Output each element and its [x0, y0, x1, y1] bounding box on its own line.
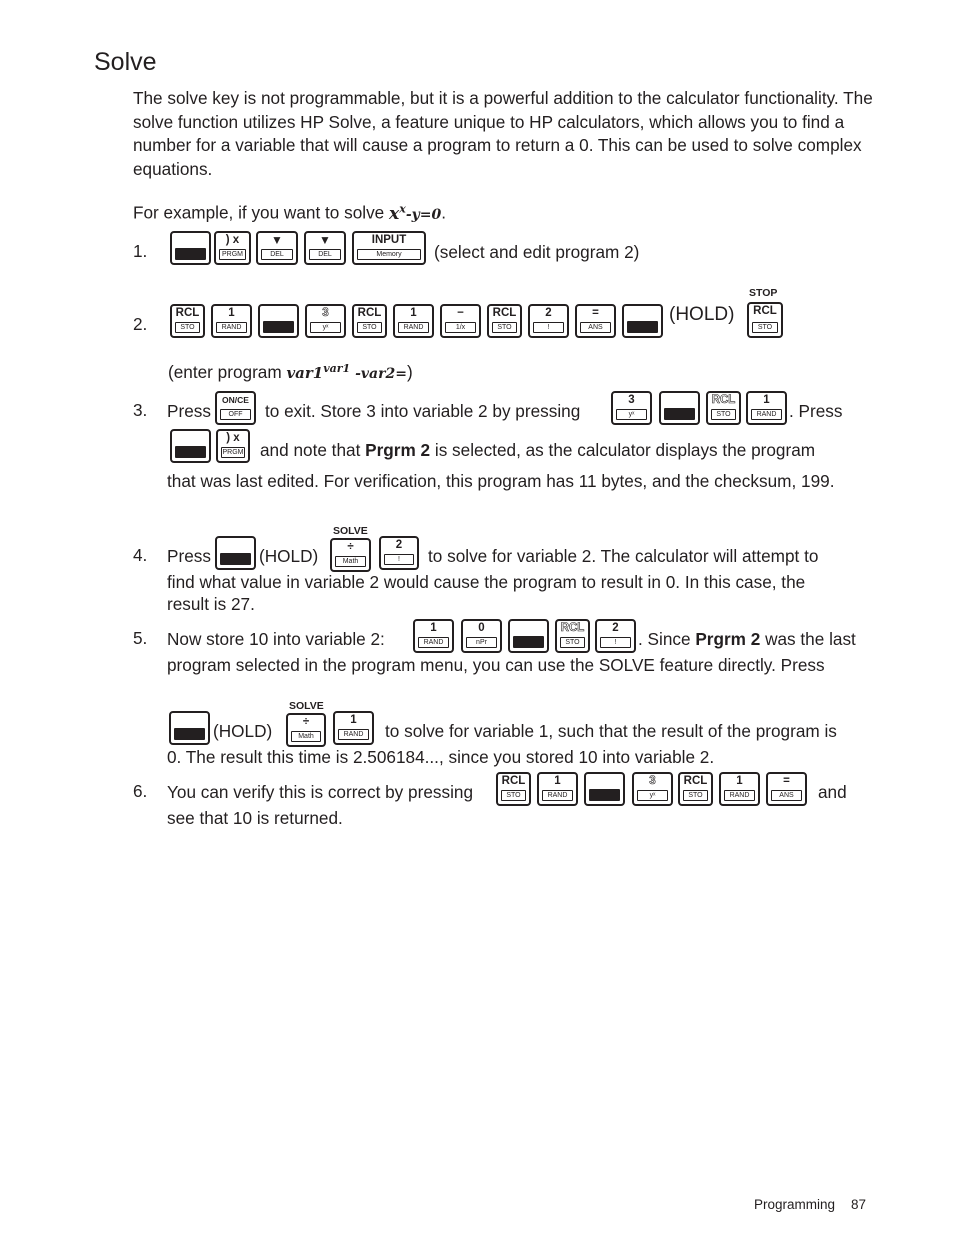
key-bottom: STO — [492, 322, 517, 333]
one-key — [393, 304, 434, 338]
step-4-hold: (HOLD) — [259, 546, 319, 566]
key-top: 3 — [628, 394, 635, 406]
step-4-text-a: to solve for variable 2. The calculator will attempt to — [428, 546, 819, 566]
zero-key — [461, 619, 502, 653]
key-bottom: RAND — [542, 790, 573, 801]
solve-label: SOLVE — [289, 700, 324, 712]
three-key — [632, 772, 673, 806]
one-key — [333, 711, 374, 745]
key-top: ) x — [226, 432, 240, 444]
key-bottom: DEL — [309, 249, 341, 260]
key-top: 1 — [763, 394, 770, 406]
step-3-text-a: to exit. Store 3 into variable 2 by pressing — [265, 401, 581, 421]
rcl-key — [487, 304, 522, 338]
down-arrow-key — [256, 231, 298, 265]
key-bottom: STO — [683, 790, 708, 801]
key-top: − — [457, 307, 464, 319]
example-equation — [389, 204, 441, 224]
step-1-text: (select and edit program 2) — [434, 242, 640, 262]
step-3-text-c — [260, 439, 815, 461]
key-top: = — [783, 775, 790, 787]
key-top: RCL — [711, 394, 736, 406]
step-5-text-e: 0. The result this time is 2.506184..., since you stored 10 into variable 2. — [167, 747, 715, 767]
step-6-text-a: You can verify this is correct by pressing — [167, 782, 474, 802]
prgrm-2-bold: Prgrm 2 — [365, 440, 431, 460]
step-6-text-c: see that 10 is returned. — [167, 808, 343, 828]
key-bottom: RAND — [418, 637, 449, 648]
key-bottom: OFF — [220, 409, 251, 420]
input-key — [352, 231, 426, 265]
key-bottom: yˣ — [637, 790, 668, 801]
text-c1: and note that — [260, 440, 366, 460]
key-bottom: yˣ — [310, 322, 341, 333]
note-expression — [286, 364, 407, 382]
step-5-text-c: program selected in the program menu, you can use the SOLVE feature directly. Press — [167, 655, 825, 675]
page-title: Solve — [94, 48, 157, 76]
prgm-key — [216, 429, 250, 463]
one-key — [537, 772, 578, 806]
two-key — [379, 536, 419, 570]
key-bottom: RAND — [216, 322, 247, 333]
eq-rest: -y=0 — [405, 206, 442, 223]
footer-section: Programming — [754, 1197, 836, 1212]
note-rest: -var2= — [350, 366, 407, 382]
rcl-key — [678, 772, 713, 806]
key-bottom: PRGM — [219, 249, 246, 260]
shift-key — [169, 711, 210, 745]
down-arrow-icon: ▼ — [319, 233, 331, 247]
shift-key — [659, 391, 700, 425]
step-5-text-d: to solve for variable 1, such that the result of the program is — [385, 721, 837, 741]
rcl-key — [706, 391, 741, 425]
shift-key — [622, 304, 663, 338]
key-bottom: 1/x — [445, 322, 476, 333]
text-c2: is selected, as the calculator displays the program — [430, 440, 816, 460]
key-top: 1 — [410, 307, 417, 319]
shift-key — [584, 772, 625, 806]
key-top: 0 — [478, 622, 485, 634]
three-key — [611, 391, 652, 425]
example-prefix: For example, if you want to solve — [133, 202, 390, 223]
equals-key — [575, 304, 616, 338]
one-key — [413, 619, 454, 653]
two-key — [528, 304, 569, 338]
key-bottom: ANS — [771, 790, 802, 801]
key-bottom: STO — [501, 790, 526, 801]
rcl-key — [555, 619, 590, 653]
key-top: 2 — [545, 307, 552, 319]
step-3-text-b: . Press — [789, 401, 843, 421]
key-top: INPUT — [371, 234, 407, 246]
key-top: RCL — [357, 307, 382, 319]
key-top: 2 — [612, 622, 619, 634]
key-bottom: yˣ — [616, 409, 647, 420]
key-bottom: RAND — [398, 322, 429, 333]
key-top: 1 — [554, 775, 561, 787]
three-key — [305, 304, 346, 338]
divide-key — [330, 538, 371, 572]
key-bottom: STO — [357, 322, 382, 333]
key-top: 1 — [736, 775, 743, 787]
step-5-hold: (HOLD) — [213, 721, 273, 741]
key-top: RCL — [753, 305, 777, 317]
step-3-text-d: that was last edited. For verification, this program has 11 bytes, and the checksum, 199. — [167, 471, 835, 491]
step-6-number: 6. — [133, 781, 148, 801]
key-bottom: RAND — [338, 729, 369, 740]
key-top: RCL — [683, 775, 708, 787]
key-top: 3 — [322, 307, 329, 319]
note-var: var1 — [286, 364, 324, 382]
text-b1: . Since — [638, 629, 696, 649]
equals-key — [766, 772, 807, 806]
key-top: RCL — [560, 622, 585, 634]
key-bottom: STO — [175, 322, 200, 333]
key-bottom: DEL — [261, 249, 293, 260]
example-line — [133, 198, 446, 226]
prgrm-2-bold: Prgrm 2 — [695, 629, 761, 649]
step-5-text-a: Now store 10 into variable 2: — [167, 629, 385, 649]
step-2-number: 2. — [133, 314, 148, 334]
key-top: RCL — [492, 307, 517, 319]
intro-paragraph: The solve key is not programmable, but it is a powerful addition to the calculator functionality. The solve function utilizes HP Solve, a feature unique to HP calculators, which allows you to find a number for a variable that will cause a program to return a 0. This can be used to solve complex equations. — [133, 88, 873, 179]
step-1-number: 1. — [133, 241, 148, 261]
eq-sup: x — [399, 202, 406, 215]
stop-label: STOP — [749, 287, 778, 299]
step-2-note — [168, 358, 413, 385]
key-top: RCL — [501, 775, 526, 787]
key-bottom: ! — [533, 322, 564, 333]
step-2-hold: (HOLD) — [669, 304, 735, 325]
key-top: ON/CE — [222, 395, 249, 405]
eq-base: x — [389, 203, 400, 224]
key-bottom: RAND — [724, 790, 755, 801]
key-top: RCL — [175, 307, 200, 319]
key-bottom: STO — [711, 409, 736, 420]
key-top: ) x — [225, 234, 240, 246]
key-bottom: STO — [560, 637, 585, 648]
key-bottom: ANS — [580, 322, 611, 333]
key-bottom: ! — [600, 637, 631, 648]
two-key — [595, 619, 636, 653]
step-3-number: 3. — [133, 400, 148, 420]
rcl-key — [352, 304, 387, 338]
one-key — [746, 391, 787, 425]
on-key — [215, 391, 256, 425]
key-bottom: STO — [752, 322, 778, 333]
rcl-stop-key — [747, 302, 783, 338]
one-key — [211, 304, 252, 338]
rcl-key — [170, 304, 205, 338]
step-3-press: Press — [167, 401, 211, 421]
key-bottom: Math — [335, 556, 366, 567]
key-top: 1 — [350, 714, 357, 726]
note-sup: var1 — [323, 362, 351, 375]
note-suffix: ) — [406, 362, 413, 382]
key-top: ÷ — [347, 541, 354, 553]
key-top: ÷ — [302, 716, 310, 728]
down-arrow-key — [304, 231, 346, 265]
prgm-key — [214, 231, 251, 265]
shift-key — [170, 231, 211, 265]
shift-key — [508, 619, 549, 653]
key-top: 2 — [395, 539, 403, 551]
example-suffix: . — [441, 202, 447, 223]
step-5-number: 5. — [133, 628, 148, 648]
key-bottom: RAND — [751, 409, 782, 420]
shift-key — [258, 304, 299, 338]
note-prefix: (enter program — [168, 362, 287, 382]
step-5-text-b — [638, 628, 856, 650]
minus-key — [440, 304, 481, 338]
key-top: 1 — [228, 307, 235, 319]
solve-label: SOLVE — [333, 525, 368, 537]
step-4-press: Press — [167, 546, 211, 566]
shift-key — [215, 536, 256, 570]
key-bottom: nPr — [466, 637, 497, 648]
one-key — [719, 772, 760, 806]
key-bottom: Math — [291, 731, 321, 742]
key-bottom: PRGM — [222, 449, 244, 456]
shift-key — [170, 429, 211, 463]
key-top: = — [592, 307, 599, 319]
down-arrow-icon: ▼ — [271, 233, 283, 247]
rcl-key — [496, 772, 531, 806]
step-6-text-b: and — [818, 782, 847, 802]
step-4-text-b: find what value in variable 2 would cause the program to result in 0. In this case, the — [167, 572, 806, 592]
footer-page-number: 87 — [851, 1197, 867, 1212]
divide-key — [286, 713, 326, 747]
key-top: 1 — [430, 622, 437, 634]
step-4-number: 4. — [133, 545, 148, 565]
key-bottom: Memory — [357, 249, 421, 260]
step-4-text-c: result is 27. — [167, 594, 255, 614]
key-bottom: ! — [384, 554, 414, 565]
key-top: 3 — [649, 775, 656, 787]
text-b2: was the last — [760, 629, 856, 649]
